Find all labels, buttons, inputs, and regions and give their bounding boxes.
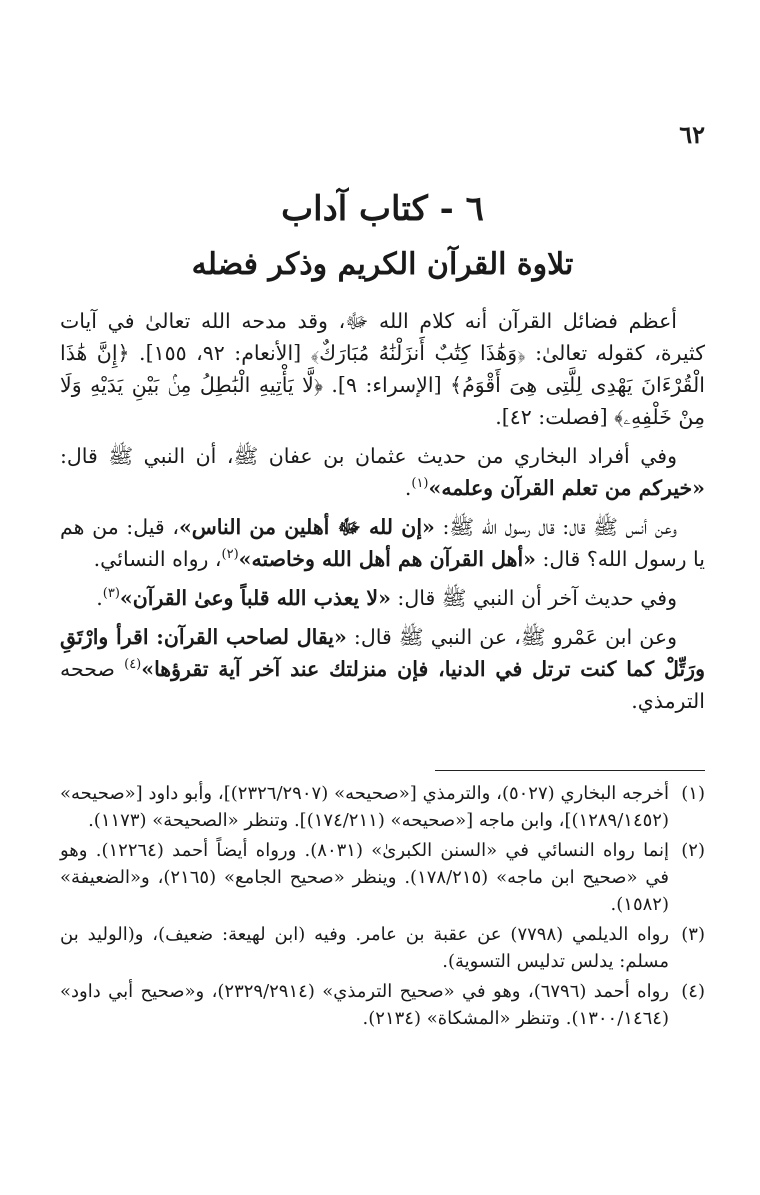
hadith-quote: «إن لله ﷻ أهلين من الناس» (178, 515, 435, 539)
footnote-ref[interactable]: (٣) (102, 586, 120, 602)
body-text (60, 305, 705, 724)
footnote-ref[interactable]: (٤) (124, 657, 142, 673)
footnote-number: (٣) (681, 924, 705, 945)
footnote-divider (435, 770, 705, 771)
footnote-text: أخرجه البخاري (٥٠٢٧)، والترمذي [«صحيحه» (٢٣٢٦/٢٩٠٧)]، وأبو داود [«صحيحه» (١٢٨٩/١٤٥٢)]، وابن ماجه [«صحيحه» (١٧٤/٢١١)]. وتنظر «الصحيحة» (١١٧٣). (60, 783, 669, 831)
chapter-subtitle: تلاوة القرآن الكريم وذكر فضله (191, 247, 574, 282)
paragraph-hadith-4: وعن ابن عَمْرو ﷺ، عن النبي ﷺ قال: «يقال لصاحب القرآن: اقرأ وارْتَقِ ورَتِّلْ كما كنت ترتل في الدنيا، فإن منزلتك عند آخر آية تقرؤها»$^{(٤)}$ صححه الترمذي. (60, 625, 705, 713)
paragraph-intro: أعظم فضائل القرآن أنه كلام الله ﷻ، وقد مدحه الله تعالىٰ في آيات كثيرة، كقوله تعالىٰ: ﴿وَهَٰذَا كِتَٰبٌ أَنزَلْنَٰهُ مُبَارَكٌ﴾ [الأنعام: ٩٢، ١٥٥]. ﴿إِنَّ هَٰذَا الْقُرْءَانَ يَهْدِى لِلَّتِى هِىَ أَقْوَمُ﴾ [الإسراء: ٩]. ﴿لَّا يَأْتِيهِ الْبَٰطِلُ مِنۢ بَيْنِ يَدَيْهِ وَلَا مِنْ خَلْفِهِۦ﴾ [فصلت: ٤٢]. (60, 309, 705, 429)
paragraph-hadith-3: وفي حديث آخر أن النبي ﷺ قال: «لا يعذب الله قلباً وعىٰ القرآن»$^{(٣)}$. (96, 586, 677, 610)
footnote-ref[interactable]: (١) (411, 476, 429, 492)
footnote-ref[interactable]: (٢) (221, 547, 239, 563)
footnote-number: (٤) (681, 981, 705, 1002)
footnote-text: إنما رواه النسائي في «السنن الكبرىٰ» (٨٠٣١). ورواه أيضاً أحمد (١٢٢٦٤). وهو في «صحيح ابن ماجه» (١٧٨/٢١٥). وينظر «صحيح الجامع» (٢١٦٥)، و«الضعيفة» (١٥٨٢). (60, 840, 669, 915)
footnote-2 (60, 837, 705, 918)
footnote-4 (60, 978, 705, 1032)
hadith-quote: «يقال لصاحب القرآن: اقرأ وارْتَقِ ورَتِّلْ كما كنت ترتل في الدنيا، فإن منزلتك عند آخر آية تقرؤها» (60, 625, 705, 681)
chapter-heading (60, 188, 705, 286)
footnote-number: (٢) (681, 840, 705, 861)
paragraph-hadith-1: وفي أفراد البخاري من حديث عثمان بن عفان ﷺ، أن النبي ﷺ قال: «خيركم من تعلم القرآن وعلمه»$^{(١)}$. (60, 444, 705, 500)
hadith-quote: «أهل القرآن هم أهل الله وخاصته» (238, 547, 536, 571)
hadith-quote: «خيركم من تعلم القرآن وعلمه» (428, 476, 705, 500)
footnote-number: (١) (681, 783, 705, 804)
hadith-quote: «لا يعذب الله قلباً وعىٰ القرآن» (119, 586, 391, 610)
footnote-text: رواه الديلمي (٧٧٩٨) عن عقبة بن عامر. وفيه (ابن لهيعة: ضعيف)، و(الوليد بن مسلم: يدلس تدليس التسوية). (60, 924, 670, 972)
footnotes (60, 780, 705, 1035)
footnote-text: رواه أحمد (٦٧٩٦)، وهو في «صحيح الترمذي» (٢٣٢٩/٢٩١٤)، و«صحيح أبي داود» (١٣٠٠/١٤٦٤). وتنظر «المشكاة» (٢١٣٤). (60, 981, 669, 1029)
book-page (60, 0, 705, 1195)
page-number: ٦٢ (679, 120, 705, 149)
footnote-1 (60, 780, 705, 834)
chapter-title: ٦ - كتاب آداب (281, 189, 484, 229)
paragraph-hadith-2: وعن أنس ﷺ قال: قال رسول الله ﷺ: «إن لله ﷻ أهلين من الناس»، قيل: من هم يا رسول الله؟ قال: «أهل القرآن هم أهل الله وخاصته»$^{(٢)}$، رواه النسائي. (60, 515, 705, 571)
footnote-3 (60, 921, 705, 975)
